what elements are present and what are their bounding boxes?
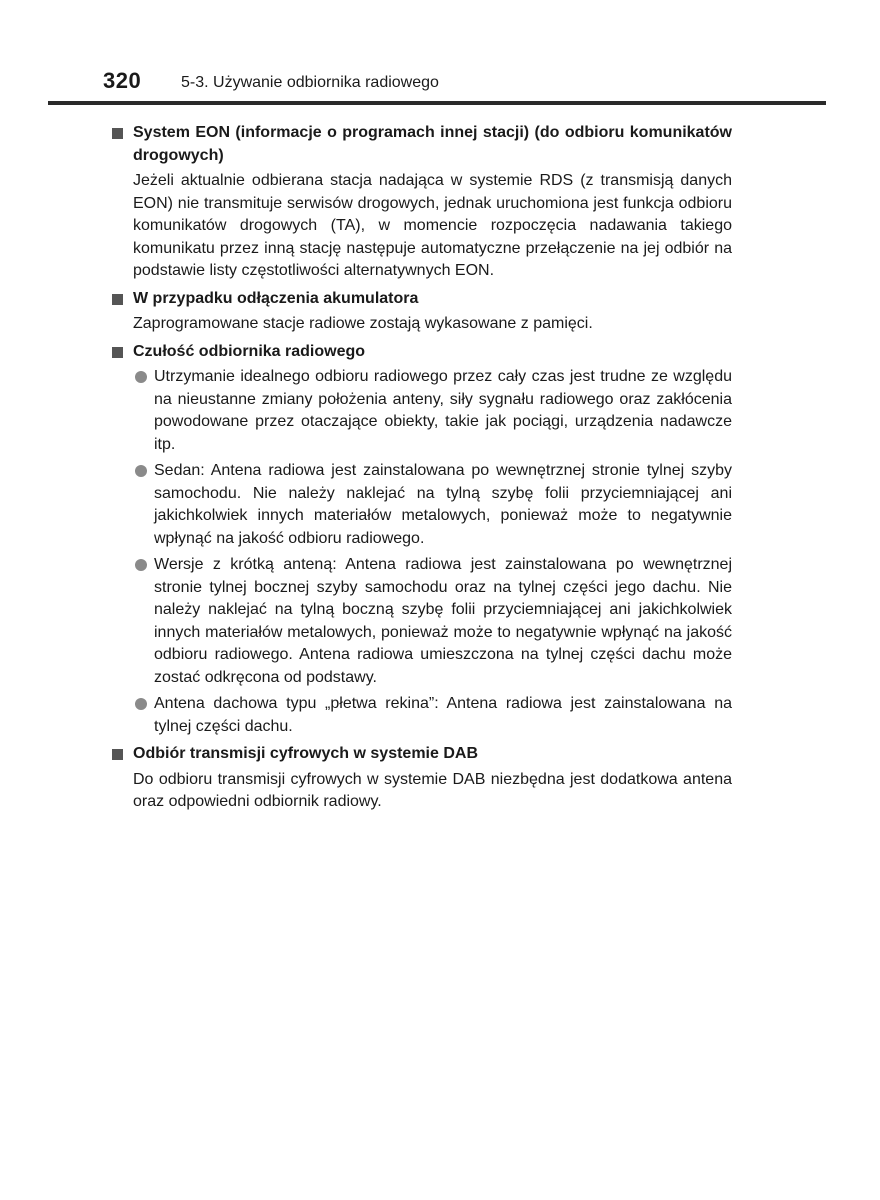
circle-bullet-icon bbox=[135, 559, 147, 571]
square-bullet-icon bbox=[112, 128, 123, 139]
section-eon bbox=[112, 122, 732, 283]
list-item-text: Wersje z krótką anteną: Antena radiowa jest zainstalowana po wewnętrznej stronie tylnej bocznej szyby samochodu oraz na tylnej części jego dachu. Nie należy naklejać na tylną boczną szybę folii przyciemniającej ani jakichkolwiek innych materiałów metalowych, ponieważ może to negatywnie wpłynąć na jakość odbioru radiowego. Antena radiowa umieszczona na tylnej części dachu może zostać odkręcona od podstawy. bbox=[154, 556, 732, 686]
list-item-text: Sedan: Antena radiowa jest zainstalowana po wewnętrznej stronie tylnej szyby samochodu. Nie należy naklejać na tylną szybę folii przyciemniającej ani jakichkolwiek innych materiałów metalowych, ponieważ może to negatywnie wpłynąć na jakość odbioru radiowego. bbox=[154, 462, 732, 547]
bullet-list bbox=[133, 366, 732, 738]
square-bullet-icon bbox=[112, 749, 123, 760]
section-heading-text: System EON (informacje o programach innej stacji) (do odbioru komunikatów drogowych) bbox=[133, 124, 732, 164]
list-item bbox=[133, 366, 732, 456]
section-heading bbox=[112, 122, 732, 167]
list-item bbox=[133, 693, 732, 738]
square-bullet-icon bbox=[112, 347, 123, 358]
list-item-text: Utrzymanie idealnego odbioru radiowego przez cały czas jest trudne ze względu na nieustanne zmiany położenia anteny, siły sygnału radiowego oraz zakłócenia powodowane przez otaczające obiekty, takie jak pociągi, urządzenia nadawcze itp. bbox=[154, 368, 732, 453]
page-number: 320 bbox=[103, 68, 142, 93]
section-battery bbox=[112, 288, 732, 336]
circle-bullet-icon bbox=[135, 698, 147, 710]
section-paragraph: Jeżeli aktualnie odbierana stacja nadająca w systemie RDS (z transmisją danych EON) nie transmituje serwisów drogowych, jednak uruchomiona jest funkcja odbioru komunikatów drogowych (TA), w momencie rozpoczęcia nadawania takiego komunikatu przez inną stację następuje automatyczne przełączenie na jej odbiór na podstawie listy częstotliwości alternatywnych EON. bbox=[133, 172, 732, 279]
header-divider bbox=[48, 101, 826, 105]
square-bullet-icon bbox=[112, 294, 123, 305]
section-heading-text: W przypadku odłączenia akumulatora bbox=[133, 289, 419, 307]
section-paragraph: Zaprogramowane stacje radiowe zostają wykasowane z pamięci. bbox=[133, 315, 593, 332]
section-heading bbox=[112, 288, 732, 311]
section-heading bbox=[112, 743, 732, 766]
section-heading-text: Odbiór transmisji cyfrowych w systemie DAB bbox=[133, 745, 478, 762]
section-title: 5-3. Używanie odbiornika radiowego bbox=[181, 74, 439, 91]
list-item-text: Antena dachowa typu „płetwa rekina”: Antena radiowa jest zainstalowana na tylnej części dachu. bbox=[154, 695, 732, 735]
section-paragraph: Do odbioru transmisji cyfrowych w systemie DAB niezbędna jest dodatkowa antena oraz odpowiedni odbiornik radiowy. bbox=[133, 770, 732, 810]
circle-bullet-icon bbox=[135, 465, 147, 477]
section-heading-text: Czułość odbiornika radiowego bbox=[133, 342, 366, 360]
page-header bbox=[0, 0, 880, 106]
section-heading bbox=[112, 341, 732, 364]
circle-bullet-icon bbox=[135, 371, 147, 383]
list-item bbox=[133, 554, 732, 689]
section-dab bbox=[112, 743, 732, 814]
section-sensitivity bbox=[112, 341, 732, 739]
page-content bbox=[112, 122, 732, 819]
list-item bbox=[133, 460, 732, 550]
